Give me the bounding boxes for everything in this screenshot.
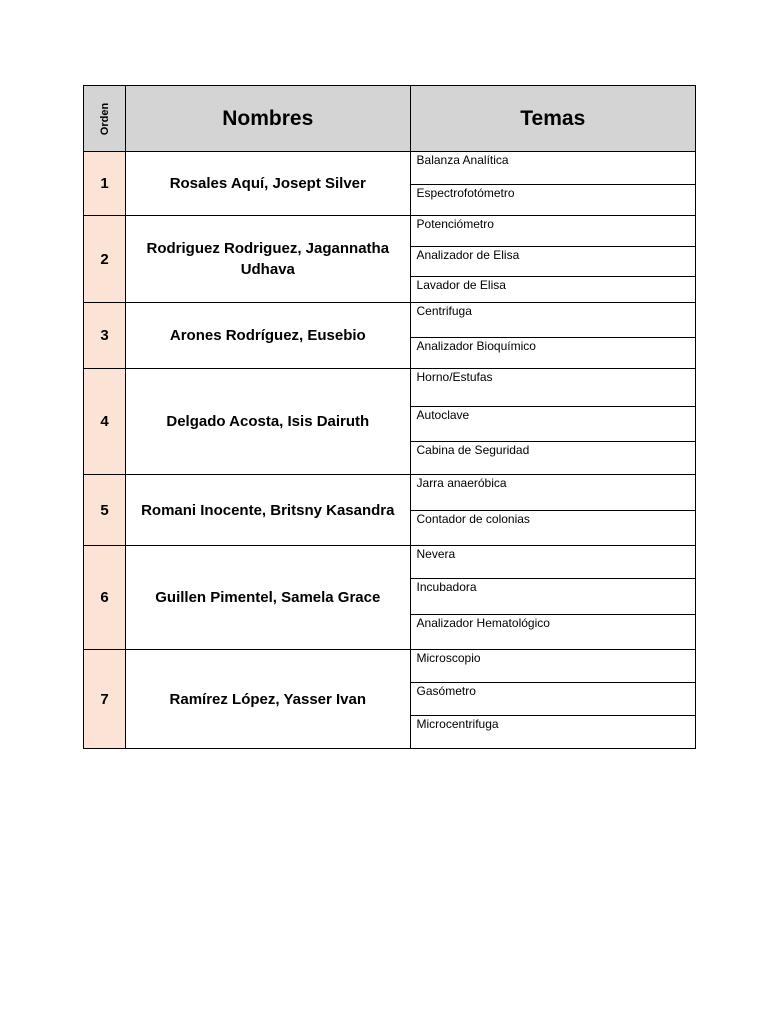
temas-list [411,369,695,474]
header-orden: Orden [98,102,111,135]
temas-list [411,546,695,649]
tema-item: Analizador Bioquímico [411,337,695,368]
tema-item: Centrifuga [416,304,472,318]
orden-number: 1 [84,152,126,216]
temas-list [411,650,695,748]
tema-item: Lavador de Elisa [411,276,695,302]
student-name: Guillen Pimentel, Samela Grace [126,546,410,650]
tema-item: Microcentrifuga [411,715,695,748]
table-header-row [84,86,696,152]
orden-number: 6 [84,546,126,650]
table-row [84,650,696,749]
tema-item: Analizador de Elisa [411,246,695,276]
tema-item: Contador de colonias [411,510,695,545]
orden-number: 3 [84,303,126,369]
orden-number: 7 [84,650,126,749]
temas-cell [410,475,695,546]
orden-number: 4 [84,369,126,475]
student-name: Ramírez López, Yasser Ivan [126,650,410,749]
tema-item: Potenciómetro [416,217,494,231]
header-nombres: Nombres [126,86,410,152]
tema-item: Incubadora [411,578,695,614]
tema-item: Horno/Estufas [416,370,493,384]
temas-list [411,152,695,215]
student-name: Rodriguez Rodriguez, Jagannatha Udhava [126,216,410,303]
tema-item: Nevera [416,547,456,561]
table-row [84,303,696,369]
orden-number: 2 [84,216,126,303]
student-name: Arones Rodríguez, Eusebio [126,303,410,369]
student-name: Delgado Acosta, Isis Dairuth [126,369,410,475]
tema-item: Analizador Hematológico [411,614,695,649]
student-name: Rosales Aquí, Josept Silver [126,152,410,216]
table-row [84,546,696,650]
tema-item: Microscopio [416,651,481,665]
table-row [84,152,696,216]
temas-list [411,303,695,368]
temas-cell [410,216,695,303]
assignment-table [83,85,696,749]
header-temas: Temas [410,86,695,152]
temas-list [411,216,695,302]
table-body [84,152,696,749]
table-row [84,475,696,546]
tema-item: Autoclave [411,406,695,441]
temas-cell [410,369,695,475]
temas-cell [410,303,695,369]
student-name: Romani Inocente, Britsny Kasandra [126,475,410,546]
tema-item: Balanza Analítica [416,153,509,167]
tema-item: Cabina de Seguridad [411,441,695,474]
orden-number: 5 [84,475,126,546]
table-row [84,216,696,303]
temas-cell [410,546,695,650]
temas-cell [410,650,695,749]
tema-item: Jarra anaeróbica [416,476,507,490]
table-row [84,369,696,475]
tema-item: Espectrofotómetro [411,184,695,215]
temas-list [411,475,695,545]
temas-cell [410,152,695,216]
header-orden-cell [84,86,126,152]
tema-item: Gasómetro [411,682,695,715]
